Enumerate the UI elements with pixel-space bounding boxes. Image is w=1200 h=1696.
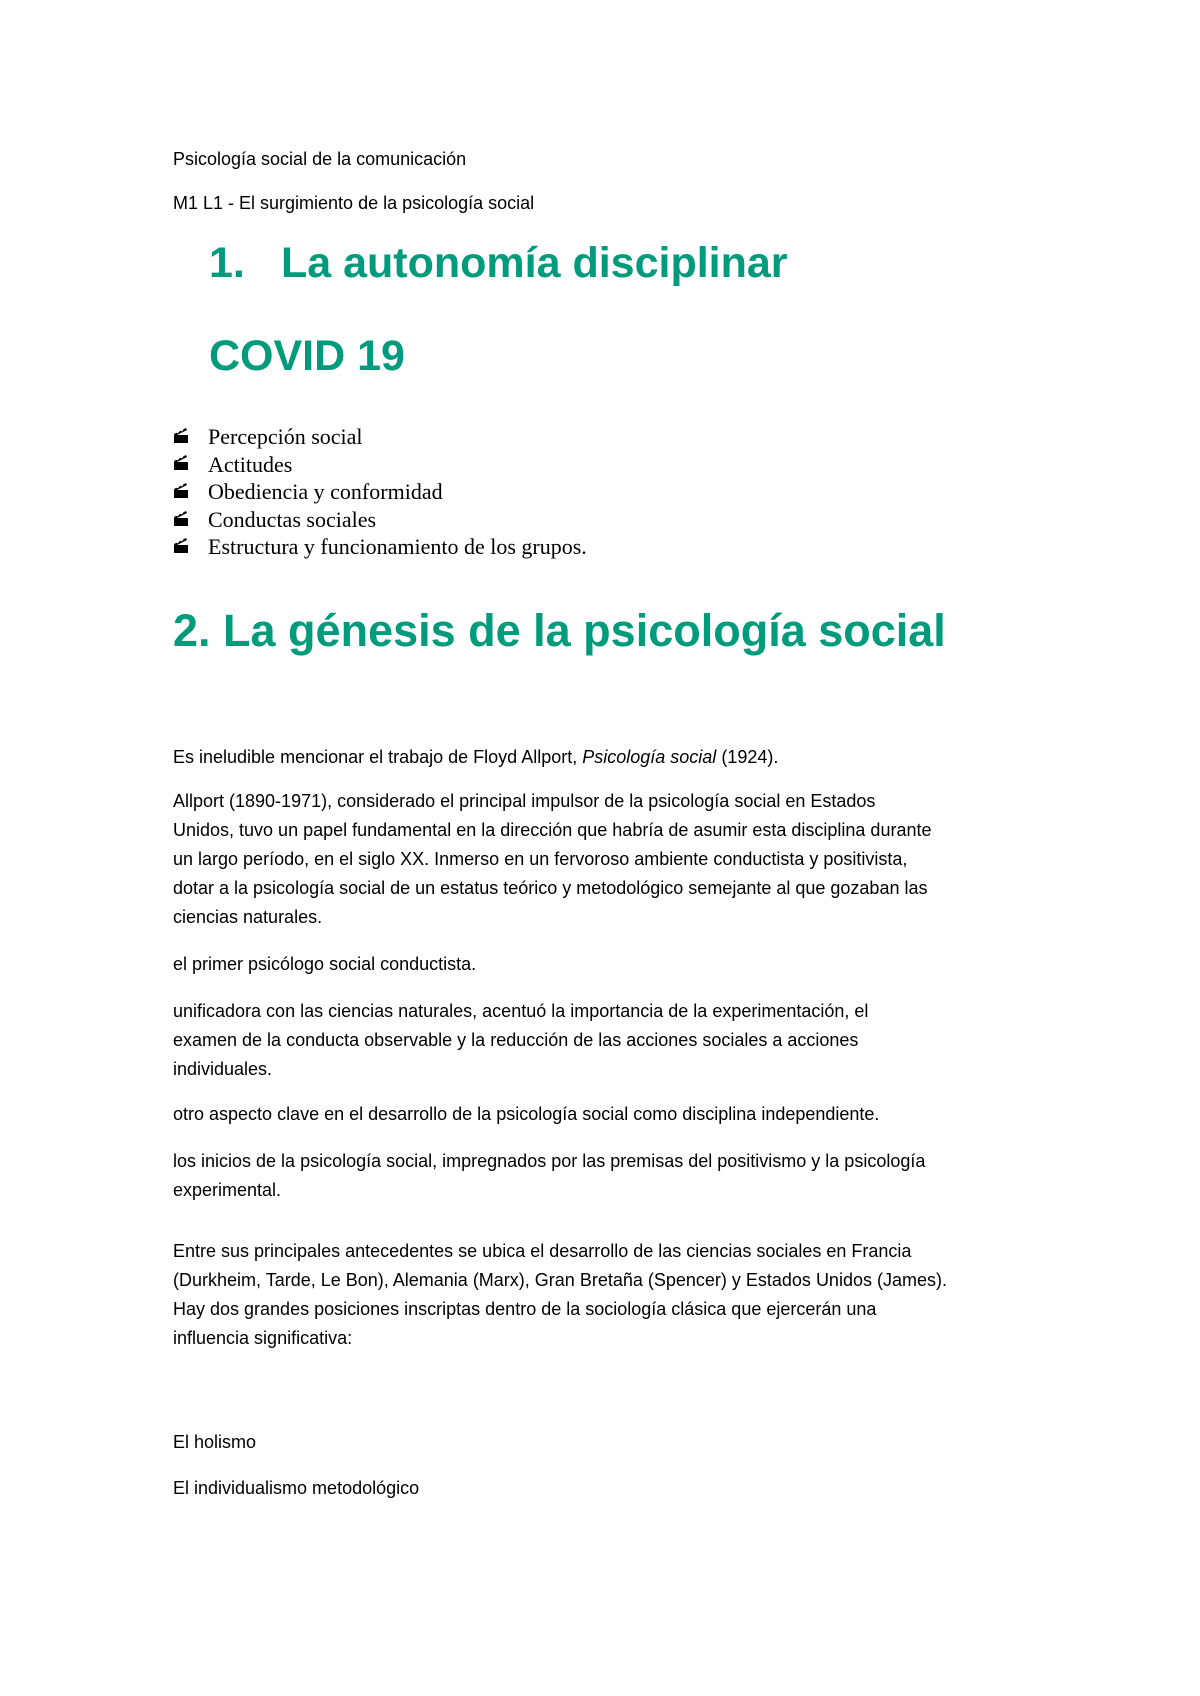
list-item: [173, 423, 587, 451]
text-line: individuales.: [173, 1059, 273, 1079]
clapperboard-icon: [173, 482, 208, 502]
course-title: Psicología social de la comunicación: [173, 149, 467, 169]
list-item-label: Obediencia y conformidad: [208, 479, 443, 505]
list-item-label: Actitudes: [208, 451, 293, 477]
paragraph-antecedents: [173, 1237, 947, 1353]
topic-list: [173, 423, 587, 561]
paragraph-first-psychologist: el primer psicólogo social conductista.: [173, 954, 477, 974]
text-line: examen de la conducta observable y la reducción de las acciones sociales a acciones: [173, 1030, 859, 1050]
list-item: [173, 451, 587, 479]
clapperboard-icon: [173, 510, 208, 530]
section-1-heading: [209, 237, 788, 289]
text-line: Allport (1890-1971), considerado el principal impulsor de la psicología social en Estados: [173, 791, 876, 811]
text-line: dotar a la psicología social de un estatus teórico y metodológico semejante al que gozaban las: [173, 878, 928, 898]
section-2-heading: 2. La génesis de la psicología social: [173, 605, 946, 656]
covid-heading: COVID 19: [209, 332, 405, 380]
text-run: (1924).: [716, 747, 779, 767]
list-item: [173, 478, 587, 506]
paragraph-allport-intro: [173, 743, 778, 772]
list-item: [173, 506, 587, 534]
clapperboard-icon: [173, 427, 208, 447]
paragraph-allport-bio: [173, 787, 931, 932]
list-item-label: Conductas sociales: [208, 506, 377, 532]
clapperboard-icon: [173, 537, 208, 557]
list-item-label: Estructura y funcionamiento de los grupos.: [208, 534, 587, 560]
section-1-title: La autonomía disciplinar: [281, 239, 788, 287]
section-1-number: 1.: [209, 239, 245, 287]
paragraph-key-aspect: otro aspecto clave en el desarrollo de la psicología social como disciplina independiente.: [173, 1104, 880, 1124]
text-line: Hay dos grandes posiciones inscriptas dentro de la sociología clásica que ejercerán una: [173, 1299, 877, 1319]
paragraph-individualism: El individualismo metodológico: [173, 1478, 420, 1498]
text-line: un largo período, en el siglo XX. Inmerso en un fervoroso ambiente conductista y positivista,: [173, 849, 908, 869]
text-line: Unidos, tuvo un papel fundamental en la dirección que habría de asumir esta disciplina durante: [173, 820, 932, 840]
text-line: los inicios de la psicología social, impregnados por las premisas del positivismo y la psicología: [173, 1151, 926, 1171]
text-line: experimental.: [173, 1180, 282, 1200]
list-item-label: Percepción social: [208, 424, 363, 449]
text-line: Entre sus principales antecedentes se ubica el desarrollo de las ciencias sociales en Francia: [173, 1241, 912, 1261]
text-line: (Durkheim, Tarde, Le Bon), Alemania (Marx), Gran Bretaña (Spencer) y Estados Unidos (James).: [173, 1270, 947, 1290]
clapperboard-icon: [173, 454, 208, 474]
text-line: influencia significativa:: [173, 1328, 353, 1348]
text-line: ciencias naturales.: [173, 907, 323, 927]
text-line: unificadora con las ciencias naturales, acentuó la importancia de la experimentación, el: [173, 1001, 869, 1021]
list-item: [173, 533, 587, 561]
paragraph-unifying: [173, 997, 868, 1084]
module-subtitle: M1 L1 - El surgimiento de la psicología social: [173, 193, 535, 213]
text-run: Es ineludible mencionar el trabajo de Floyd Allport,: [173, 747, 583, 767]
paragraph-holism: El holismo: [173, 1432, 257, 1452]
book-title: Psicología social: [582, 747, 717, 767]
paragraph-beginnings: [173, 1147, 925, 1205]
